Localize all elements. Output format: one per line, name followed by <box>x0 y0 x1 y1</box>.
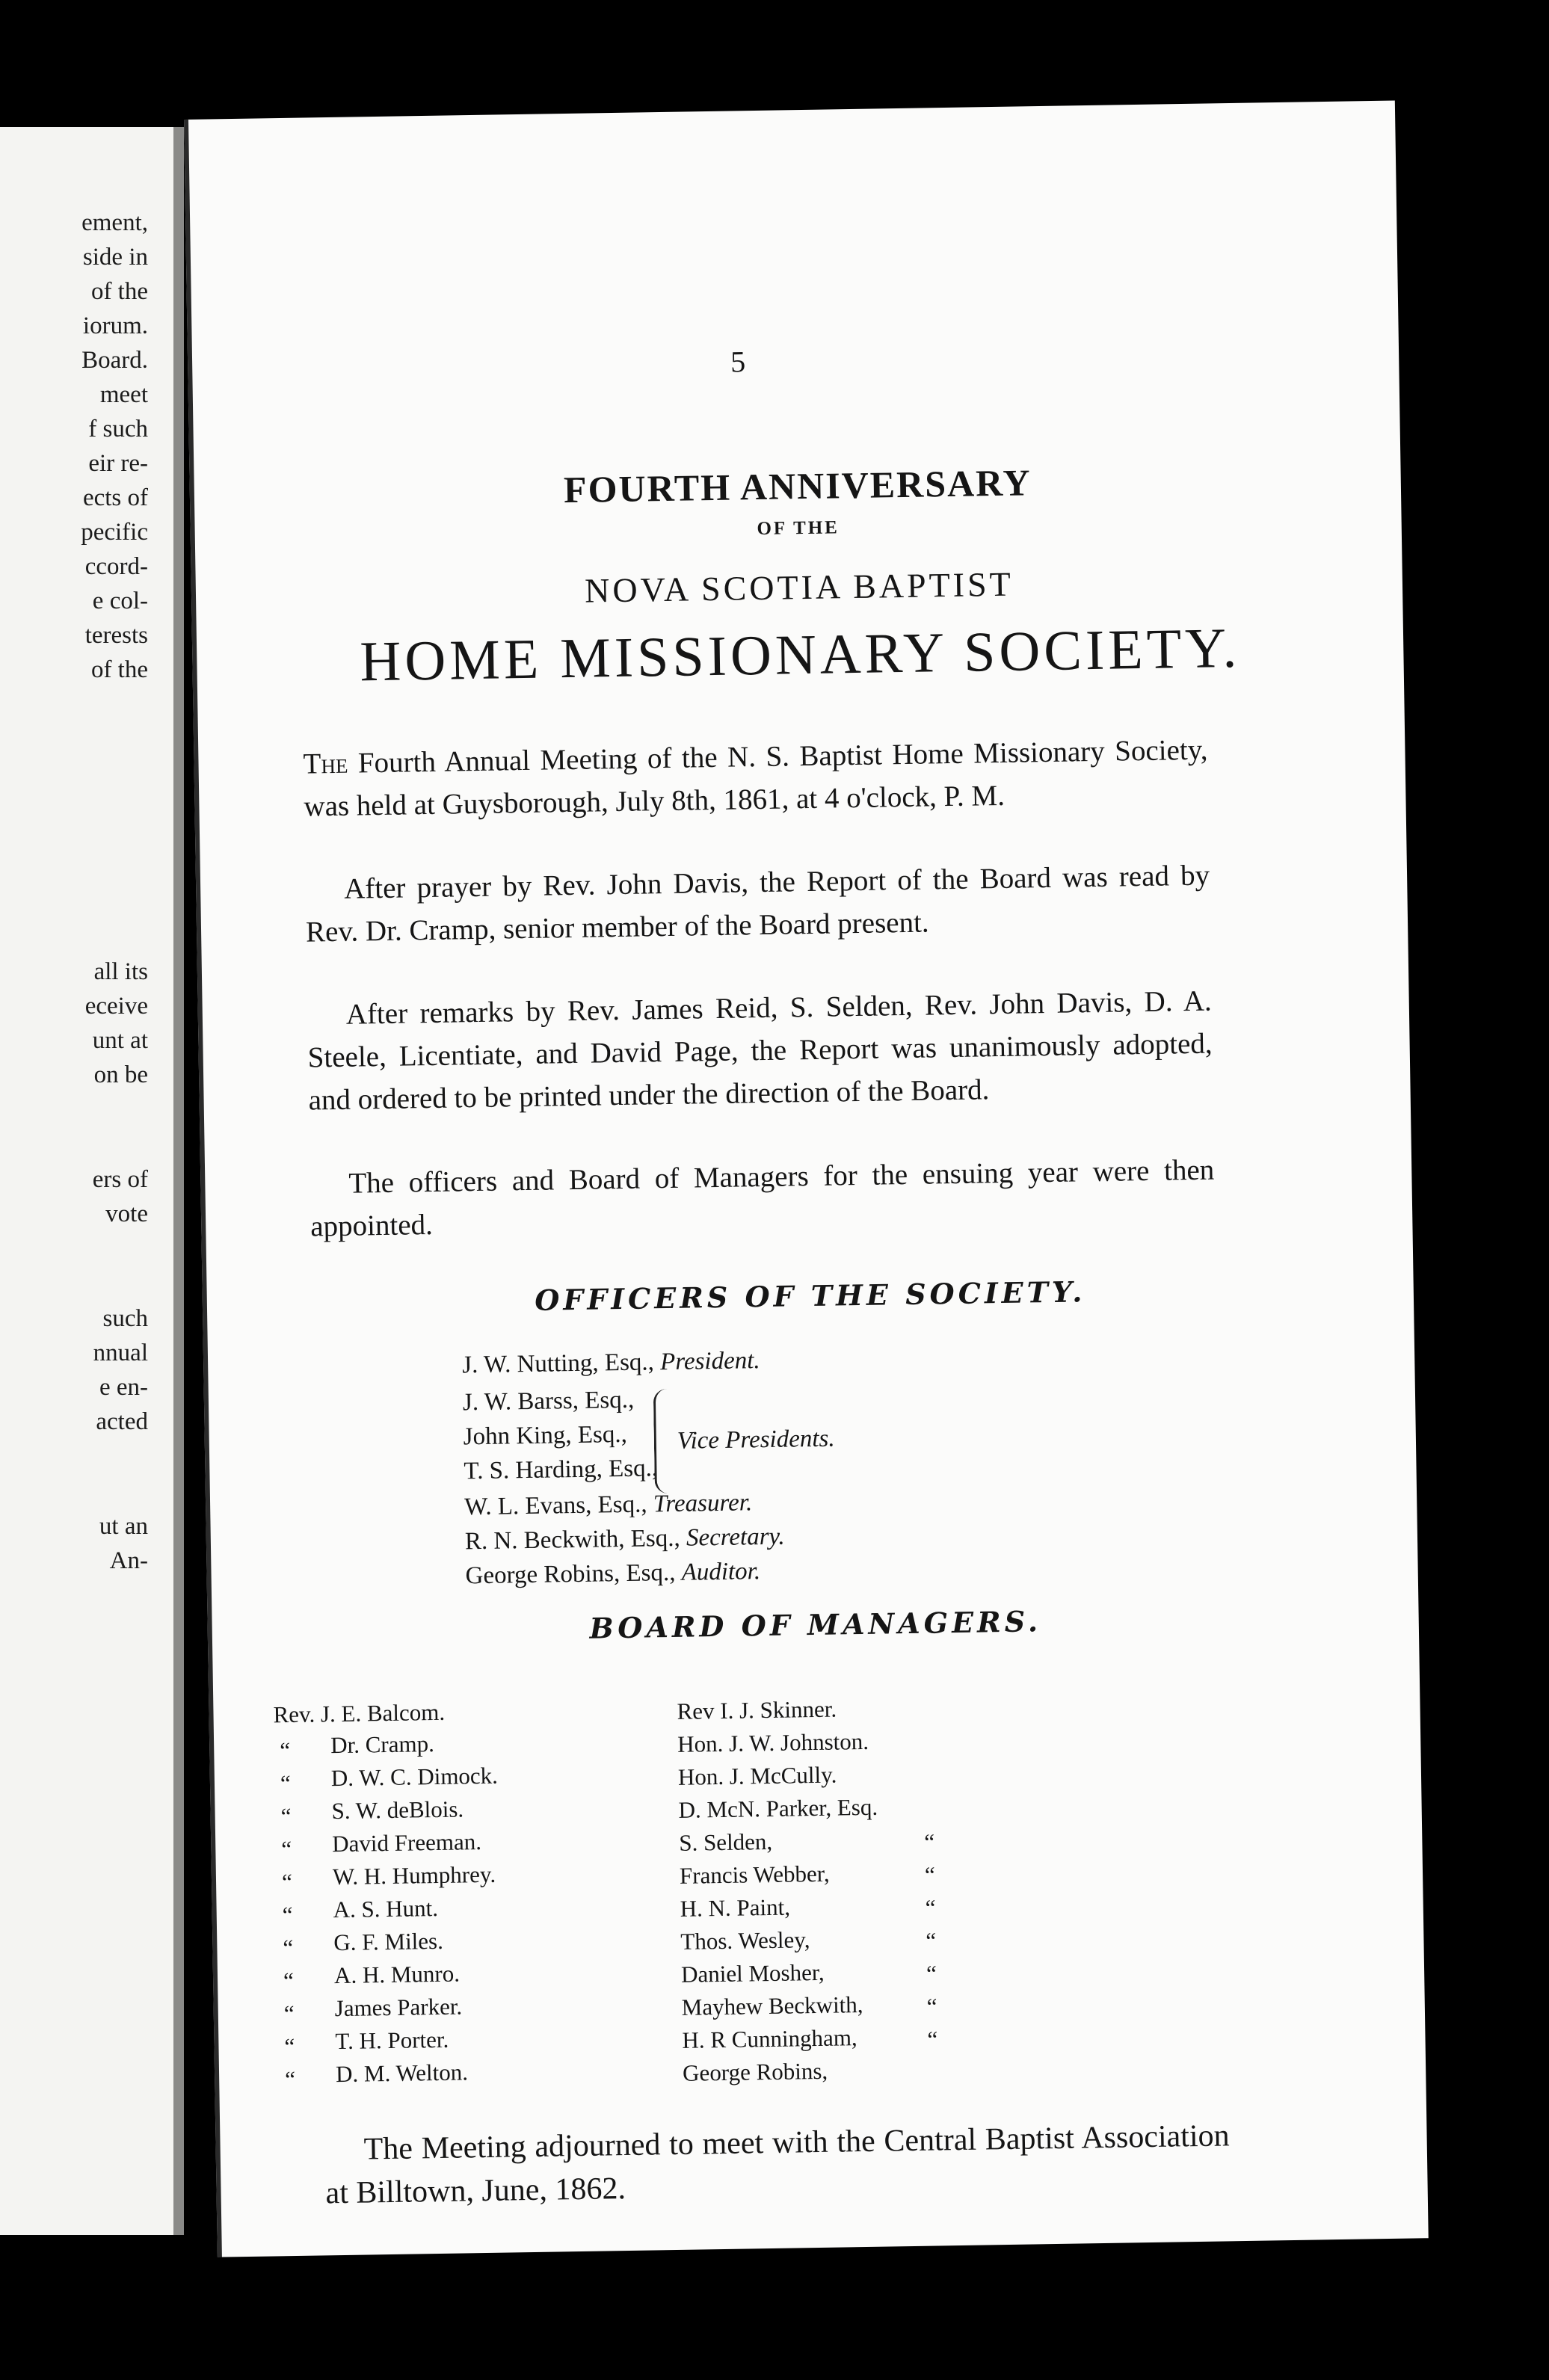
facing-page-fragment: of the <box>90 656 148 683</box>
paragraph-appointments: The officers and Board of Managers for the ensuing year were then appointed. <box>310 1153 1215 1243</box>
heading-line-3: NOVA SCOTIA BAPTIST <box>584 564 1014 610</box>
facing-page-fragment: vote <box>105 1200 148 1227</box>
ditto-mark: “ <box>281 1869 293 1896</box>
facing-page-fragment: ers of <box>92 1166 148 1193</box>
ditto-mark: “ <box>927 2026 938 2053</box>
facing-page-fragment: all its <box>93 958 148 985</box>
officer-role: President. <box>659 1347 760 1376</box>
facing-page-fragment: eceive <box>84 993 148 1020</box>
ditto-mark: “ <box>282 1902 293 1929</box>
facing-page-fragment: of the <box>90 278 148 305</box>
manager-left: G. F. Miles. <box>333 1927 444 1956</box>
officer-vice-president-2: John King, Esq., <box>463 1420 628 1451</box>
manager-left: James Parker. <box>334 1993 463 2022</box>
facing-page-fragment: ccord- <box>84 553 148 580</box>
facing-page-fragment: nnual <box>93 1339 148 1366</box>
officer-auditor <box>465 1559 760 1588</box>
ditto-mark: “ <box>280 1770 292 1797</box>
manager-right: Mayhew Beckwith, <box>681 1991 863 2020</box>
manager-right: Hon. J. W. Johnston. <box>677 1727 869 1757</box>
facing-page-fragment: eir re- <box>88 450 148 477</box>
ditto-mark: “ <box>283 2000 295 2027</box>
manager-left: A. S. Hunt. <box>333 1894 439 1923</box>
paragraph-meeting <box>303 729 1209 828</box>
ditto-mark: “ <box>924 1828 935 1855</box>
facing-page-fragment: on be <box>93 1061 148 1088</box>
ditto-mark: “ <box>280 1803 292 1830</box>
officer-role: Secretary. <box>686 1523 785 1552</box>
facing-page-fragment: e en- <box>99 1374 148 1401</box>
officer-treasurer <box>464 1490 753 1520</box>
manager-right: H. R Cunningham, <box>682 2024 857 2053</box>
vice-presidents-label: Vice Presidents. <box>677 1425 835 1455</box>
manager-left: A. H. Munro. <box>333 1960 461 1989</box>
facing-page <box>0 127 184 2235</box>
heading-line-4: HOME MISSIONARY SOCIETY. <box>359 616 1241 694</box>
manager-right: D. McN. Parker, Esq. <box>678 1793 878 1823</box>
ditto-mark: “ <box>284 2065 296 2093</box>
manager-left: Dr. Cramp. <box>330 1730 435 1759</box>
manager-left: D. M. Welton. <box>335 2059 469 2088</box>
ditto-mark: “ <box>926 1960 937 1987</box>
manager-right: Rev I. J. Skinner. <box>677 1695 837 1724</box>
officer-secretary <box>465 1525 785 1555</box>
manager-left: W. H. Humphrey. <box>332 1860 496 1890</box>
facing-page-fragment: ement, <box>81 209 148 236</box>
officer-role: Treasurer. <box>653 1489 753 1518</box>
paragraph-adjournment: The Meeting adjourned to meet with the Central Baptist Association at Billtown, June, 1862. <box>325 2118 1230 2211</box>
officer-name: W. L. Evans, Esq., <box>464 1490 654 1521</box>
ditto-mark: “ <box>281 1836 292 1863</box>
manager-right: George Robins, <box>682 2057 828 2086</box>
vice-presidents-brace <box>653 1389 674 1493</box>
officer-president <box>462 1348 760 1378</box>
ditto-mark: “ <box>280 1737 291 1764</box>
manager-right: S. Selden, <box>679 1828 773 1856</box>
ditto-mark: “ <box>925 1894 936 1921</box>
facing-page-fragment: side in <box>82 244 148 271</box>
paragraph-meeting-text: Fourth Annual Meeting of the N. S. Baptist Home Missionary Society, was held at Guysborough, July 8th, 1861, at 4 o'clock, P. M. <box>304 733 1208 823</box>
facing-page-fragment: ects of <box>82 484 148 511</box>
manager-right: Thos. Wesley, <box>680 1926 810 1955</box>
ditto-mark: “ <box>926 1993 937 2020</box>
officers-heading: OFFICERS OF THE SOCIETY. <box>534 1274 1086 1317</box>
facing-page-fragment: An- <box>109 1547 148 1574</box>
facing-page-fragment: pecific <box>81 519 148 546</box>
facing-page-fragment: Board. <box>81 347 148 374</box>
facing-page-fragment: f such <box>88 416 148 443</box>
manager-right: Daniel Mosher, <box>680 1958 825 1988</box>
ditto-mark: “ <box>926 1927 937 1954</box>
officer-name: R. N. Beckwith, Esq., <box>464 1524 687 1556</box>
ditto-mark: “ <box>924 1861 936 1888</box>
ditto-mark: “ <box>284 2032 295 2060</box>
facing-page-fragment: terests <box>84 622 148 649</box>
manager-right: Francis Webber, <box>679 1860 830 1889</box>
officer-vice-president-1: J. W. Barss, Esq., <box>462 1386 635 1416</box>
facing-page-fragment: ut an <box>99 1513 148 1540</box>
officer-role: Auditor. <box>681 1558 761 1586</box>
ditto-mark: “ <box>283 1934 294 1961</box>
paragraph-remarks: After remarks by Rev. James Reid, S. Selden, Rev. John Davis, D. A. Steele, Licentiate, and David Page, the Report was unanimously adopted, and ordered to be printed under the direction of the Board. <box>307 984 1213 1117</box>
facing-page-fragment: iorum. <box>82 312 148 339</box>
manager-left: David Freeman. <box>331 1828 482 1858</box>
manager-right: H. N. Paint, <box>680 1893 791 1922</box>
facing-page-fragment: meet <box>99 381 148 408</box>
manager-left: Rev. J. E. Balcom. <box>273 1698 446 1728</box>
page-number: 5 <box>730 345 746 379</box>
manager-left: S. W. deBlois. <box>331 1795 464 1825</box>
board-heading: BOARD OF MANAGERS. <box>589 1604 1042 1645</box>
paragraph-prayer: After prayer by Rev. John Davis, the Report of the Board was read by Rev. Dr. Cramp, senior member of the Board present. <box>305 859 1210 949</box>
manager-left: D. W. C. Dimock. <box>330 1762 499 1792</box>
heading-line-2: OF THE <box>757 517 840 540</box>
facing-page-fragment: such <box>102 1305 148 1332</box>
officer-vice-president-3: T. S. Harding, Esq., <box>464 1455 659 1485</box>
paragraph-lead-word: The <box>303 747 348 780</box>
ditto-mark: “ <box>283 1967 295 1994</box>
facing-page-fragment: unt at <box>92 1027 148 1054</box>
facing-page-fragment: acted <box>96 1408 148 1435</box>
officer-name: George Robins, Esq., <box>465 1559 682 1590</box>
heading-line-1: FOURTH ANNIVERSARY <box>563 461 1032 511</box>
manager-left: T. H. Porter. <box>335 2026 449 2055</box>
officer-name: J. W. Nutting, Esq., <box>461 1348 661 1379</box>
document-page <box>184 101 1429 2257</box>
facing-page-fragment: e col- <box>92 588 148 614</box>
manager-right: Hon. J. McCully. <box>677 1761 837 1790</box>
